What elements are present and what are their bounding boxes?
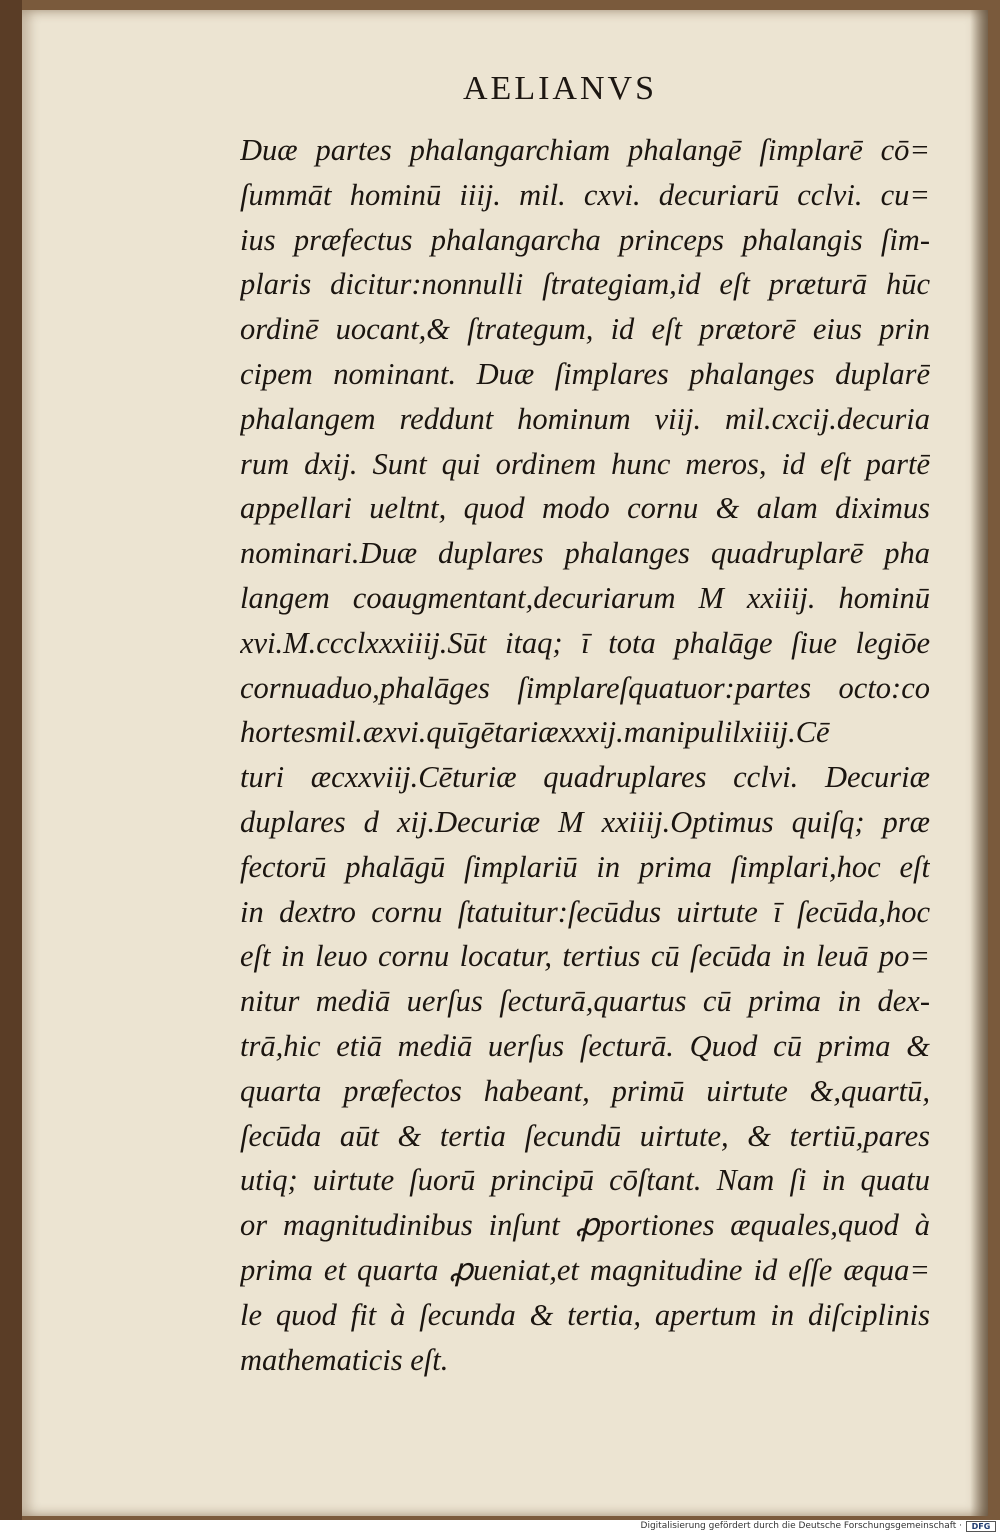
text-line: turi æcxxviij.Cēturiæ quadruplares cclvi. Decuriæ — [240, 760, 930, 795]
text-line: plaris dicitur:nonnulli ſtrategiam,id eſt præturā hūc — [240, 267, 930, 302]
text-line: ordinē uocant,& ſtrategum, id eſt prætorē eius prin — [240, 312, 930, 347]
dfg-logo: DFG — [966, 1521, 996, 1532]
text-line: eſt in leuo cornu locatur, tertius cū ſecūda in leuā po= — [240, 939, 930, 974]
text-line: phalangem reddunt hominum viij. mil.cxcij.decuria — [240, 401, 930, 436]
text-line: xvi.M.ccclxxxiiij.Sūt itaq; ī tota phalāge ſiue legiōe — [240, 625, 930, 660]
text-line: nitur mediā uerſus ſecturā,quartus cū prima in dex- — [240, 984, 930, 1019]
text-line: mathematicis eſt. — [240, 1342, 449, 1377]
text-line: langem coaugmentant,decuriarum M xxiiij. hominū — [240, 580, 930, 615]
body-text — [240, 128, 930, 1382]
text-line: cipem nominant. Duæ ſimplares phalanges duplarē — [240, 356, 930, 391]
text-line: rum dxij. Sunt qui ordinem hunc meros, id eſt partē — [240, 446, 930, 481]
text-line: appellari ueltnt, quod modo cornu & alam diximus — [240, 491, 930, 526]
text-line: hortesmil.æxvi.quīgētariæxxxij.manipulilxiiij.Cē — [240, 715, 830, 750]
text-line: ius præfectus phalangarcha princeps phalangis ſim- — [240, 222, 930, 257]
text-line: cornuaduo,phalāges ſimplareſquatuor:partes octo:co — [240, 670, 930, 705]
funding-credit: Digitalisierung gefördert durch die Deutsche Forschungsgemeinschaft · — [640, 1521, 962, 1531]
text-line: fectorū phalāgū ſimplariū in prima ſimplari,hoc eſt — [240, 849, 930, 884]
running-head: AELIANVS — [463, 70, 657, 107]
text-line: Duæ partes phalangarchiam phalangē ſimplarē cō= — [240, 133, 930, 167]
text-line: or magnitudinibus inſunt ꝓportiones æquales,quod à — [240, 1208, 930, 1243]
text-line: prima et quarta ꝓueniat,et magnitudine id eſſe æqua= — [240, 1252, 930, 1287]
text-line: ſummāt hominū iiij. mil. cxvi. decuriarū cclvi. cu= — [240, 177, 930, 212]
text-line: in dextro cornu ſtatuitur:ſecūdus uirtute ī ſecūda,hoc — [240, 894, 930, 929]
text-line: trā,hic etiā mediā uerſus ſecturā. Quod cū prima & — [240, 1028, 930, 1063]
text-line: nominari.Duæ duplares phalanges quadruplarē pha — [240, 536, 930, 571]
text-line: le quod fit à ſecunda & tertia, apertum in diſciplinis — [240, 1297, 930, 1332]
text-line: quarta præfectos habeant, primū uirtute &,quartū, — [240, 1073, 930, 1108]
text-line: ſecūda aūt & tertia ſecundū uirtute, & tertiū,pares — [240, 1118, 930, 1153]
text-line: duplares d xij.Decuriæ M xxiiij.Optimus quiſq; præ — [240, 804, 930, 839]
text-line: utiq; uirtute ſuorū principū cōſtant. Nam ſi in quatu — [240, 1163, 930, 1198]
page-gutter-shadow — [970, 10, 988, 1516]
book-binding-edge — [0, 0, 22, 1520]
